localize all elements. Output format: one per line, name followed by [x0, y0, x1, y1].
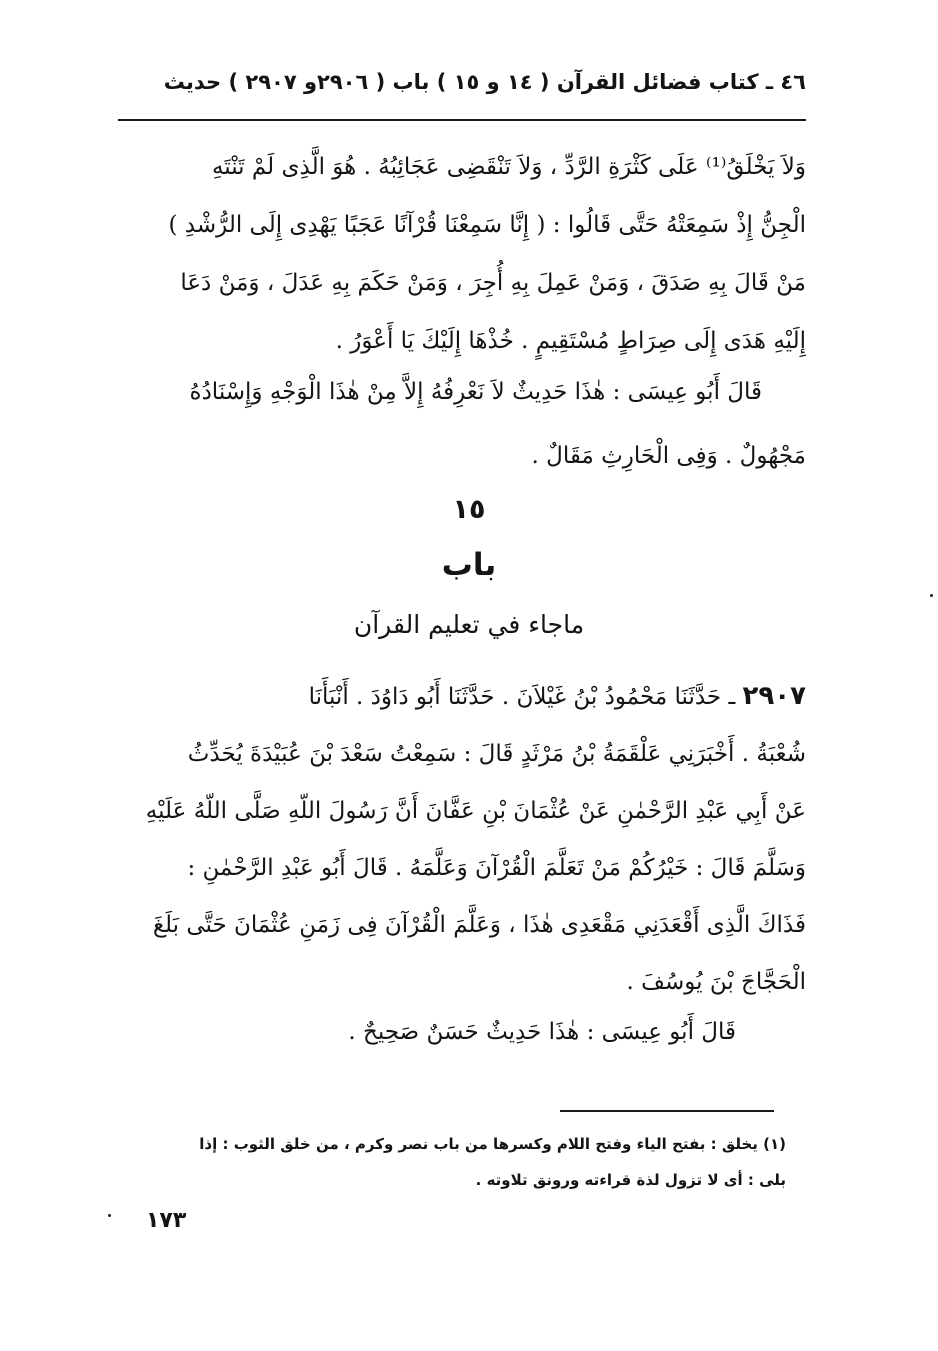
hadith-line-3: عَنْ أَبِي عَبْدِ الرَّحْمٰنِ عَنْ عُثْمَانَ بْنِ عَفَّانَ أَنَّ رَسُولَ اللّهِ صَلَّى اللّهُ عَلَيْهِ [145, 798, 806, 824]
footnote [110, 1126, 786, 1198]
paragraph-1-line-3: مَنْ قَالَ بِهِ صَدَقَ ، وَمَنْ عَمِلَ بِهِ أُجِرَ ، وَمَنْ حَكَمَ بِهِ عَدَلَ ، وَمَنْ دَعَا [180, 270, 806, 296]
paragraph-1-line-4: إِلَيْهِ هَدَى إِلَى صِرَاطٍ مُسْتَقِيمٍ . خُذْهَا إِلَيْكَ يَا أَعْوَرُ . [335, 328, 806, 354]
section-title: ماجاء في تعليم القرآن [353, 610, 585, 639]
section-label: باب [441, 547, 497, 583]
closing-statement [120, 1004, 806, 1060]
hadith-first-line: ـ حَدَّثَنَا مَحْمُودُ بْنُ غَيْلاَنَ . حَدَّثَنَا أَبُو دَاوُدَ . أَنْبَأَنَا [308, 684, 736, 710]
scan-speck [108, 1214, 111, 1217]
hadith-line-6: الْحَجَّاجَ بْنَ يُوسُفَ . [626, 969, 806, 995]
footnote-rule [560, 1110, 774, 1112]
paragraph-1-line-2: الْجِنُّ إِذْ سَمِعَتْهُ حَتَّى قَالُوا : ( إِنَّا سَمِعْنَا قُرْآنًا عَجَبًا يَهْدِى إِلَى الرُّشْدِ ) [168, 212, 806, 238]
running-header: ٤٦ ـ كتاب فضائل القرآن ( ١٤ و ١٥ ) باب ( ٢٩٠٦و ٢٩٠٧ ) حديث [163, 70, 806, 94]
header-rule [118, 119, 806, 121]
footnote-line-1: (١) يخلق : بفتح الياء وفتح اللام وكسرها من باب نصر وكرم ، من خلق الثوب : إذا [199, 1135, 786, 1153]
paragraph-2-line-1: قَالَ أَبُو عِيسَى : هٰذَا حَدِيثٌ لاَ نَعْرِفُهُ إِلاَّ مِنْ هٰذَا الْوَجْهِ وَإِسْنَادُهُ [189, 379, 762, 405]
page-number: ١٧٣ [146, 1208, 187, 1233]
paragraph-2-line-2: مَجْهُولٌ . وَفِى الْحَارِثِ مَقَالٌ . [531, 443, 806, 469]
paragraph-1-line-1: وَلاَ يَخْلَقُ⁽¹⁾ عَلَى كَثْرَةِ الرَّدِّ ، وَلاَ تَنْقَضِى عَجَائِبُهُ . هُوَ الَّذِى لَمْ تَنْتَهِ [211, 154, 806, 180]
paragraph-2 [120, 360, 806, 488]
hadith-text [120, 668, 806, 1011]
footnote-line-2: بلى : أى لا تزول لذة قراءته ورونق تلاوته . [475, 1171, 786, 1189]
hadith-number: ٢٩٠٧ [742, 681, 806, 711]
hadith-line-2: شُعْبَةُ . أَخْبَرَنِي عَلْقَمَةُ بْنُ مَرْثَدٍ قَالَ : سَمِعْتُ سَعْدَ بْنَ عُبَيْدَةَ يُحَدِّثُ [187, 741, 806, 767]
section-number: ١٥ [452, 494, 486, 525]
hadith-line-1 [120, 668, 806, 726]
closing-text: قَالَ أَبُو عِيسَى : هٰذَا حَدِيثٌ حَسَنٌ صَحِيحٌ . [348, 1019, 736, 1045]
scan-speck [930, 594, 933, 597]
hadith-line-5: فَذَاكَ الَّذِى أَقْعَدَنِي مَقْعَدِى هٰذَا ، وَعَلَّمَ الْقُرْآنَ فِى زَمَنِ عُثْمَانَ حَتَّى بَلَغَ [152, 912, 806, 938]
paragraph-1 [120, 138, 806, 370]
hadith-line-4: وَسَلَّمَ قَالَ : خَيْرُكُمْ مَنْ تَعَلَّمَ الْقُرْآنَ وَعَلَّمَهُ . قَالَ أَبُو عَبْدِ الرَّحْمٰنِ : [187, 855, 806, 881]
